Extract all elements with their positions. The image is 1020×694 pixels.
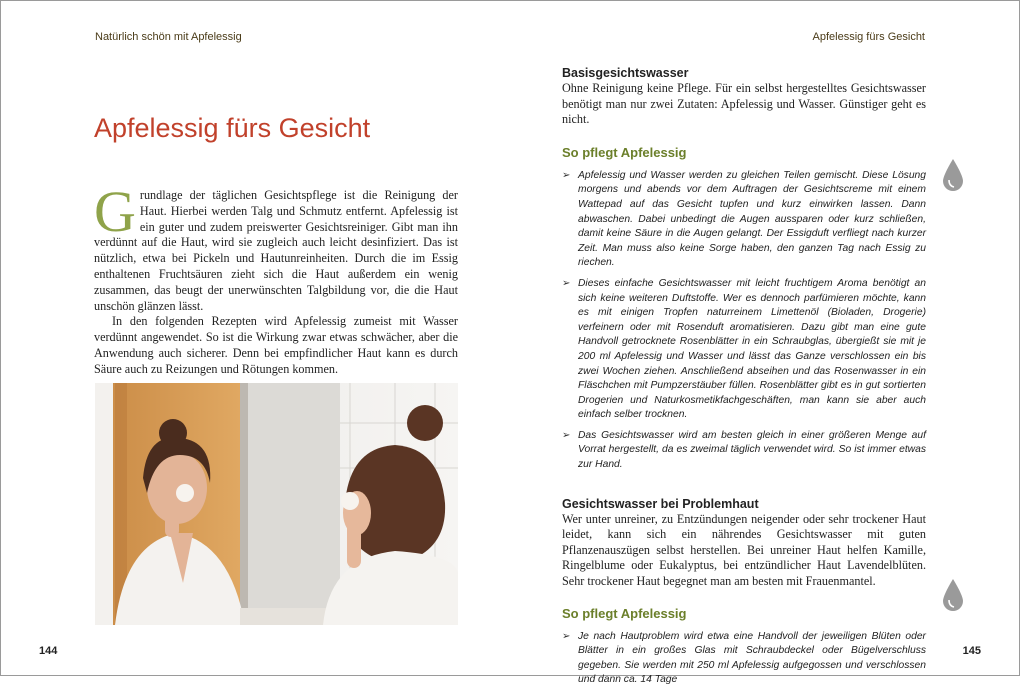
section-text-problem-skin: Wer unter unreiner, zu Entzündungen neigender oder sehr trockener Haut leidet, kann sich ein nährendes Gesichtswasser mit guten Pflanzenauszügen selbst herstellen. Bei unreiner Haut helfen Kamille, Ringelblume oder Eukalyptus, bei entzündlicher Haut Lavendelblüten. Sehr trockener Haut begegnet man am besten mit Frauenmantel.	[562, 511, 926, 589]
tip-text: Das Gesichtswasser wird am besten gleich in einer größeren Menge auf Vorrat hergestellt, da es zweimal täglich verwendet wird. So ist immer etwas zur Hand.	[578, 429, 926, 471]
right-column	[562, 66, 926, 694]
drop-cap: G	[94, 179, 136, 244]
tips-list-2	[562, 630, 926, 688]
list-item	[562, 630, 926, 688]
chapter-title: Apfelessig fürs Gesicht	[94, 113, 371, 143]
intro-paragraph-1-text: rundlage der täglichen Gesichtspflege ist die Reinigung der Haut. Hierbei werden Talg und Schmutz entfernt. Apfelessig ist ein guter und zudem preiswerter Gesichtsreiniger. Gibt man ihn verdünnt auf die Haut, wird sie zugleich auch leicht desinfiziert. Das ist nützlich, etwa bei Pickeln und Hautunreinheiten. Durch die im Essig enthaltenen Fruchtsäuren zieht sich die Haut außerdem ein wenig zusammen, das beugt der unerwünschten Talgbildung vor, die die Haut unschön glänzen lässt.	[94, 188, 458, 313]
photo-illustration	[95, 383, 458, 625]
photo-woman-at-mirror	[95, 383, 458, 625]
water-drop-icon	[942, 158, 964, 192]
list-item	[562, 277, 926, 423]
tips-heading-1: So pflegt Apfelessig	[562, 144, 687, 160]
section-heading-problem-skin: Gesichtswasser bei Problemhaut	[562, 496, 759, 511]
running-header-right: Apfelessig fürs Gesicht	[812, 31, 925, 43]
intro-paragraph-1	[94, 179, 458, 314]
bullet-arrow-icon: ➢	[562, 630, 571, 642]
tip-text: Apfelessig und Wasser werden zu gleichen Teilen gemischt. Diese Lösung morgens und abends vor dem Auftragen der Gesichtscreme mit einem Wattepad auf das Gesicht tupfen und kurz einwirken lassen. Dann abwaschen. Dabei unbedingt die Augen aussparen oder kurz schließen, damit keine Säure in die Augen gelangt. Der Essigduft verfliegt nach kurzer Zeit. Man muss also keine Sorge haben, den ganzen Tag nach Essig zu riechen.	[578, 169, 926, 269]
section-heading-basic: Basisgesichtswasser	[562, 66, 689, 80]
bullet-arrow-icon: ➢	[562, 429, 571, 441]
running-header-left: Natürlich schön mit Apfelessig	[95, 31, 242, 43]
tip-text: Dieses einfache Gesichtswasser mit leicht fruchtigem Aroma benötigt an sich keine weiteren Duftstoffe. Wer es dennoch parfümieren möchte, kann es mit einigen Tropfen naturreinem Limettenöl (Bioladen, Drogerie) verfeinern oder mit Rosenduft aromatisieren. Dazu gibt man eine gute Handvoll getrocknete Rosenblätter in ein Schraubglas, übergießt sie mit je 200 ml Apfelessig und Wasser und lässt das Ganze verschlossen ein bis zwei Wochen ziehen. Anschließend abseihen und das Rosenwasser in ein Fläschchen mit Pumpzerstäuber füllen. Rosenblätter gibt es in gut sortierten Drogerien und Naturkosmetikfachgeschäften, man kann sie aber auch einfach selber trocknen.	[578, 277, 926, 421]
water-drop-icon	[942, 578, 964, 612]
intro-paragraph-2: In den folgenden Rezepten wird Apfelessig zumeist mit Wasser verdünnt angewendet. So ist die Wirkung zwar etwas schwächer, aber die Anwendung auch sicherer. Denn bei empfindlicher Haut kann es durch Säure auch zu Reizungen und Rötungen kommen.	[94, 314, 458, 376]
list-item	[562, 429, 926, 473]
bullet-arrow-icon: ➢	[562, 277, 571, 289]
list-item	[562, 169, 926, 271]
tips-list-1	[562, 169, 926, 473]
tip-text: Je nach Hautproblem wird etwa eine Handvoll der jeweiligen Blüten oder Blätter in ein großes Glas mit Schraubdeckel oder Bügelverschluss gegeben. Sie werden mit 250 ml Apfelessig aufgegossen und verschlossen und dann ca. 14 Tage	[578, 630, 926, 686]
page-number-left: 144	[39, 645, 58, 657]
page-number-right: 145	[962, 645, 981, 657]
bullet-arrow-icon: ➢	[562, 169, 571, 181]
tips-heading-2: So pflegt Apfelessig	[562, 605, 687, 621]
section-text-basic: Ohne Reinigung keine Pflege. Für ein selbst hergestelltes Gesichtswasser benötigt man nur zwei Zutaten: Apfelessig und Wasser. Günstiger geht es nicht.	[562, 81, 926, 127]
intro-text	[94, 179, 458, 378]
